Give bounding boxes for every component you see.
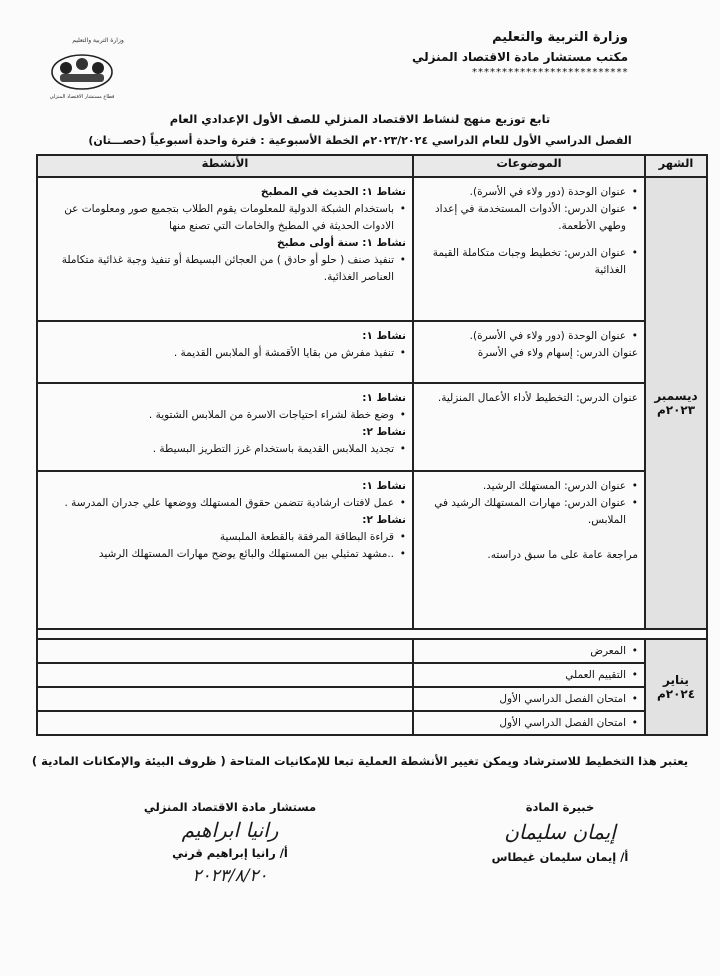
activities-cell — [37, 663, 413, 687]
activity-item: • ..مشهد تمثيلي بين المستهلك والبائع يوضح مهارات المستهلك الرشيد — [46, 546, 406, 563]
topics-cell — [413, 471, 645, 629]
table-row — [37, 177, 707, 321]
table-row — [37, 639, 707, 663]
table-row — [37, 321, 707, 383]
footnote: يعتبر هذا التخطيط للاسترشاد ويمكن تغيير الأنشطة العملية تبعا للإمكانيات المتاحة ( ظروف البيئة والإمكانات المادية ) — [31, 754, 689, 768]
table-row — [37, 711, 707, 735]
month-label: ديسمبر ٢٠٢٣م — [654, 389, 698, 417]
svg-text:وزارة التربية والتعليم: وزارة التربية والتعليم — [72, 37, 124, 44]
activities-cell — [37, 639, 413, 663]
activity-item: • تجديد الملابس القديمة باستخدام غرز التطريز البسيطة . — [46, 441, 406, 458]
signature-right-name: أ/ إيمان سليمان غيطاس — [491, 850, 629, 864]
table-header-row — [37, 155, 707, 177]
ministry-name: وزارة التربية والتعليم — [492, 30, 628, 45]
table-row — [37, 383, 707, 471]
svg-text:قطاع مستشار الاقتصاد المنزلي: قطاع مستشار الاقتصاد المنزلي — [49, 94, 115, 100]
topics-cell — [413, 321, 645, 383]
signature-right-title: خبيرة المادة — [525, 800, 595, 814]
activities-cell — [37, 687, 413, 711]
ministry-logo-icon — [36, 32, 128, 104]
topic-item: عنوان الدرس: التخطيط لأداء الأعمال المنزلية. — [437, 392, 638, 404]
signature-left-handwriting: رانيا ابراهيم — [181, 818, 279, 842]
topic-item: • عنوان الوحدة (دور ولاء في الأسرة). — [422, 184, 638, 201]
table-row — [37, 687, 707, 711]
header-topics: الموضوعات — [413, 155, 645, 177]
curriculum-table — [36, 154, 708, 736]
activity-label: نشاط ١: — [362, 392, 406, 404]
topic-item: • عنوان الدرس: تخطيط وجبات متكاملة القيمة الغذائية — [422, 245, 638, 279]
topic-item: • عنوان الوحدة (دور ولاء في الأسرة). — [422, 328, 638, 345]
activity-item: • باستخدام الشبكة الدولية للمعلومات يقوم الطلاب بتجميع صور ومعلومات عن الادوات الحديثة في المطبخ والخامات التي تصنع منها — [46, 201, 406, 235]
table-row — [37, 471, 707, 629]
topic-item: • امتحان الفصل الدراسي الأول — [422, 715, 638, 732]
topic-item: • عنوان الدرس: المستهلك الرشيد. — [422, 478, 638, 495]
topics-cell — [413, 711, 645, 735]
topic-item: • امتحان الفصل الدراسي الأول — [422, 691, 638, 708]
table-row — [37, 663, 707, 687]
signature-left-name: أ/ رانيا إبراهيم قرني — [172, 846, 288, 860]
topics-cell — [413, 383, 645, 471]
letterhead — [368, 28, 628, 80]
activity-label: نشاط ١: — [362, 480, 406, 492]
activity-item: • عمل لافتات ارشادية تتضمن حقوق المستهلك ووضعها علي جدران المدرسة . — [46, 495, 406, 512]
topic-item: • عنوان الدرس: مهارات المستهلك الرشيد في الملابس. — [422, 495, 638, 529]
topic-item: مراجعة عامة على ما سبق دراسته. — [487, 549, 638, 561]
topic-item: عنوان الدرس: إسهام ولاء في الأسرة — [477, 347, 638, 359]
activity-item: • قراءة البطاقة المرفقة بالقطعة الملبسية — [46, 529, 406, 546]
month-january — [645, 639, 707, 735]
header-month: الشهر — [645, 155, 707, 177]
signature-left — [130, 800, 330, 886]
topics-cell — [413, 687, 645, 711]
activity-item: • وضع خطة لشراء احتياجات الاسرة من الملابس الشتوية . — [46, 407, 406, 424]
activities-cell — [37, 471, 413, 629]
signature-right — [470, 800, 650, 864]
topics-cell — [413, 177, 645, 321]
activity-item: • تنفيذ مفرش من بقايا الأقمشة أو الملابس القديمة . — [46, 345, 406, 362]
activities-cell — [37, 711, 413, 735]
document-title: تابع توزيع منهج لنشاط الاقتصاد المنزلي للصف الأول الإعدادي العام — [169, 112, 551, 126]
activity-label: نشاط ٢: — [362, 426, 406, 438]
signature-left-date: ٢٠٢٣/٨/٢٠ — [192, 866, 268, 886]
signature-right-handwriting: إيمان سليمان — [504, 820, 616, 844]
activity-label: نشاط ١: سنة أولى مطبخ — [277, 237, 406, 249]
signature-left-title: مستشار مادة الاقتصاد المنزلي — [143, 800, 317, 814]
activities-cell — [37, 321, 413, 383]
activity-label: نشاط ١: — [362, 330, 406, 342]
topic-item: • المعرض — [422, 643, 638, 660]
activities-cell — [37, 383, 413, 471]
activity-label: نشاط ١: الحديث في المطبخ — [260, 186, 406, 198]
header-stars: ************************** — [471, 67, 628, 78]
office-name: مكتب مستشار مادة الاقتصاد المنزلي — [411, 50, 628, 64]
month-december — [645, 177, 707, 629]
document-subtitle: الفصل الدراسي الأول للعام الدراسي ٢٠٢٣/٢٠٢٤م الخطة الأسبوعية : فترة واحدة أسبوعياً (حصـــتان) — [88, 134, 632, 147]
activity-label: نشاط ٢: — [362, 514, 406, 526]
activity-item: • تنفيذ صنف ( حلو أو حادق ) من العجائن البسيطة أو تنفيذ وجبة غذائية متكاملة العناصر الغذائية. — [46, 252, 406, 286]
topic-item: • التقييم العملي — [422, 667, 638, 684]
activities-cell — [37, 177, 413, 321]
topic-item: • عنوان الدرس: الأدوات المستخدمة في إعداد وطهي الأطعمة. — [422, 201, 638, 235]
topics-cell — [413, 663, 645, 687]
table-gap — [37, 629, 707, 639]
month-label: يناير ٢٠٢٤م — [656, 673, 696, 701]
topics-cell — [413, 639, 645, 663]
header-activities: الأنشطة — [37, 155, 413, 177]
